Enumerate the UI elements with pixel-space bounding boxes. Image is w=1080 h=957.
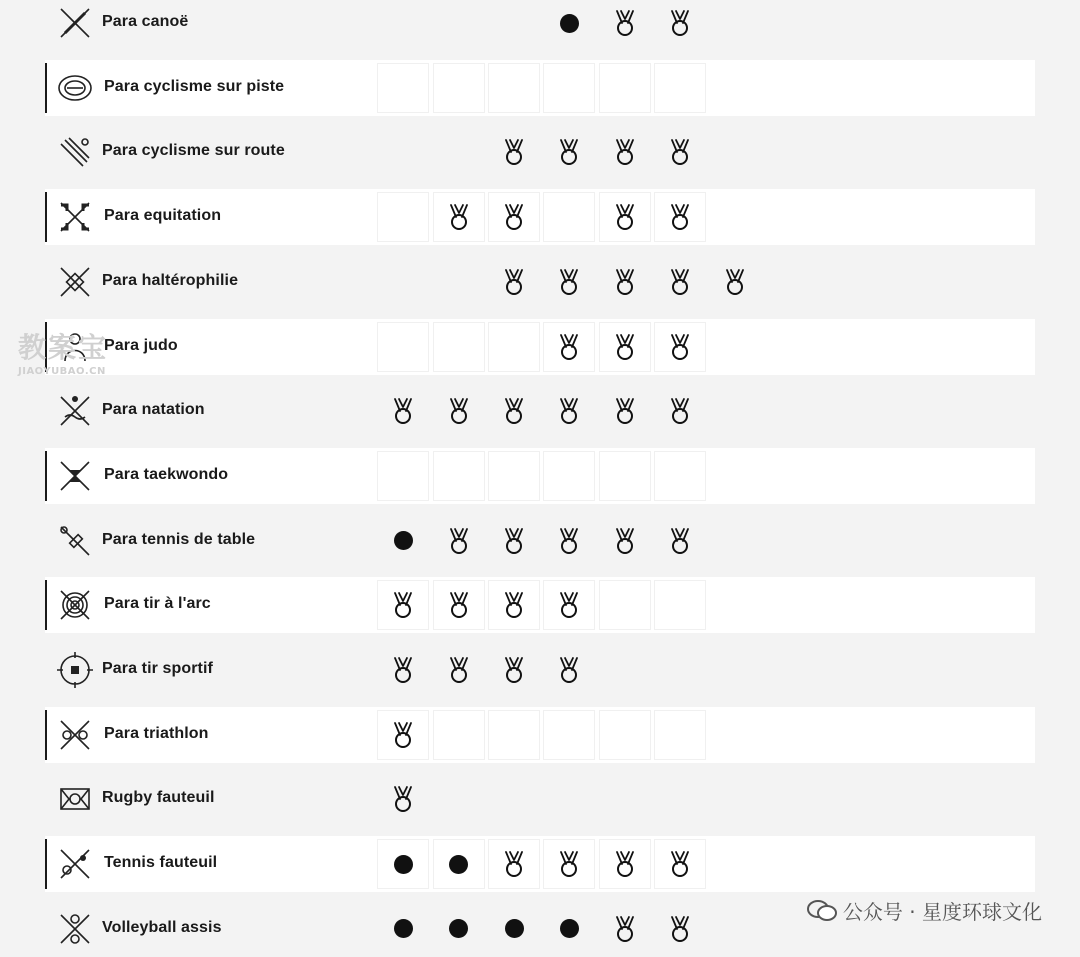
shooting-icon (55, 650, 95, 690)
canoe-icon (55, 3, 95, 43)
sport-name: Para natation (102, 401, 205, 419)
schedule-cell (433, 516, 485, 566)
schedule-cell (543, 322, 595, 372)
medal-event-icon (669, 9, 691, 37)
schedule-cell (433, 386, 485, 436)
schedule-cell (709, 257, 761, 307)
medal-event-icon (669, 268, 691, 296)
medal-event-icon (503, 268, 525, 296)
sport-name: Para haltérophilie (102, 271, 239, 289)
session-dot-icon (394, 531, 413, 550)
schedule-cell (543, 257, 595, 307)
medal-event-icon (669, 333, 691, 361)
medal-event-icon (558, 656, 580, 684)
medal-event-icon (503, 656, 525, 684)
watermark-footer-text: 公众号 · 星度环球文化 (842, 900, 1042, 924)
schedule-cell (543, 516, 595, 566)
medal-event-icon (558, 591, 580, 619)
schedule-cell (433, 63, 485, 113)
medal-event-icon (614, 138, 636, 166)
medal-event-icon (503, 397, 525, 425)
track-cycling-icon (55, 68, 95, 108)
schedule-row (45, 577, 1035, 633)
medal-event-icon (669, 527, 691, 555)
road-cycling-icon (55, 132, 95, 172)
session-dot-icon (560, 14, 579, 33)
schedule-cell (654, 516, 706, 566)
schedule-cell (543, 839, 595, 889)
schedule-cell (543, 904, 595, 954)
schedule-cell (488, 645, 540, 695)
schedule-cell (488, 322, 540, 372)
schedule-cell (488, 710, 540, 760)
medal-event-icon (614, 397, 636, 425)
sport-name: Rugby fauteuil (102, 789, 215, 807)
session-dot-icon (449, 919, 468, 938)
sport-name: Para equitation (104, 207, 222, 225)
medal-event-icon (558, 333, 580, 361)
row-marker (45, 710, 47, 760)
schedule-row (45, 771, 1035, 827)
schedule-cell (377, 839, 429, 889)
schedule-cell (599, 322, 651, 372)
row-marker (45, 580, 47, 630)
schedule-cell (377, 451, 429, 501)
row-marker (45, 451, 47, 501)
schedule-cell (654, 63, 706, 113)
schedule-cell (599, 192, 651, 242)
watermark-left (18, 326, 138, 377)
medal-event-icon (669, 850, 691, 878)
medal-event-icon (614, 915, 636, 943)
schedule-row (45, 642, 1035, 698)
schedule-cell (654, 127, 706, 177)
schedule-cell (543, 451, 595, 501)
schedule-cell (654, 904, 706, 954)
medal-event-icon (503, 138, 525, 166)
schedule-cell (433, 322, 485, 372)
schedule-cell (377, 904, 429, 954)
medal-event-icon (669, 915, 691, 943)
medal-event-icon (503, 203, 525, 231)
schedule-cell (599, 904, 651, 954)
medal-event-icon (392, 397, 414, 425)
schedule-row (45, 254, 1035, 310)
sport-name: Para judo (104, 336, 178, 354)
schedule-cell (599, 710, 651, 760)
equestrian-icon (55, 197, 95, 237)
schedule-cell (543, 192, 595, 242)
triathlon-icon (55, 715, 95, 755)
watermark-left-url: JIAOYUBAO.CN (18, 366, 106, 377)
schedule-cell (599, 580, 651, 630)
medal-event-icon (503, 527, 525, 555)
row-marker (45, 839, 47, 889)
sport-name: Para canoë (102, 13, 189, 30)
schedule-row (45, 513, 1035, 569)
schedule-cell (433, 904, 485, 954)
schedule-cell (654, 192, 706, 242)
schedule-cell (377, 580, 429, 630)
sport-name: Para cyclisme sur route (102, 142, 285, 160)
medal-event-icon (614, 527, 636, 555)
schedule-cell (377, 710, 429, 760)
medal-event-icon (614, 9, 636, 37)
taekwondo-icon (55, 456, 95, 496)
schedule-row (45, 60, 1035, 116)
schedule-cell (377, 774, 429, 824)
schedule-cell (599, 839, 651, 889)
archery-icon (55, 585, 95, 625)
schedule-row (45, 189, 1035, 245)
medal-event-icon (558, 268, 580, 296)
schedule-row (45, 319, 1035, 375)
schedule-cell (377, 516, 429, 566)
medal-event-icon (724, 268, 746, 296)
schedule-cell (543, 386, 595, 436)
schedule-cell (377, 192, 429, 242)
schedule-cell (654, 451, 706, 501)
schedule-cell (654, 580, 706, 630)
schedule-row (45, 383, 1035, 439)
schedule-cell (654, 710, 706, 760)
sport-name: Para tennis de table (102, 530, 256, 548)
schedule-cell (654, 257, 706, 307)
schedule-cell (654, 322, 706, 372)
medal-event-icon (392, 591, 414, 619)
medal-event-icon (448, 527, 470, 555)
schedule-cell (377, 322, 429, 372)
medal-event-icon (392, 785, 414, 813)
sport-name: Para taekwondo (104, 465, 229, 483)
medal-event-icon (392, 721, 414, 749)
schedule-row (45, 448, 1035, 504)
medal-event-icon (558, 527, 580, 555)
schedule-cell (488, 63, 540, 113)
schedule-cell (599, 63, 651, 113)
schedule-cell (377, 645, 429, 695)
schedule-cell (599, 386, 651, 436)
sport-name: Para tir sportif (102, 660, 213, 677)
swimming-icon (55, 391, 95, 431)
medal-event-icon (392, 656, 414, 684)
schedule-row (45, 707, 1035, 763)
schedule-cell (654, 839, 706, 889)
medal-event-icon (614, 268, 636, 296)
schedule-cell (488, 257, 540, 307)
medal-event-icon (448, 591, 470, 619)
wechat-icon (807, 900, 837, 922)
schedule-cell (543, 645, 595, 695)
schedule-cell (433, 839, 485, 889)
schedule-cell (488, 580, 540, 630)
schedule-cell (488, 839, 540, 889)
watermark-left-text: 教案宝 (18, 331, 109, 364)
session-dot-icon (505, 919, 524, 938)
medal-event-icon (558, 850, 580, 878)
schedule-cell (433, 192, 485, 242)
session-dot-icon (449, 855, 468, 874)
wheelchair-tennis-icon (55, 844, 95, 884)
schedule-cell (599, 0, 651, 48)
schedule-cell (599, 451, 651, 501)
medal-event-icon (448, 203, 470, 231)
medal-event-icon (614, 333, 636, 361)
schedule-row (45, 124, 1035, 180)
medal-event-icon (614, 203, 636, 231)
sport-name: Tennis fauteuil (104, 854, 218, 872)
wheelchair-rugby-icon (55, 779, 95, 819)
schedule-cell (543, 580, 595, 630)
watermark-footer (807, 896, 1042, 925)
schedule-cell (433, 451, 485, 501)
schedule-cell (543, 63, 595, 113)
powerlifting-icon (55, 262, 95, 302)
row-marker (45, 63, 47, 113)
schedule-cell (377, 386, 429, 436)
schedule-cell (599, 127, 651, 177)
session-dot-icon (394, 919, 413, 938)
medal-event-icon (614, 850, 636, 878)
schedule-cell (599, 516, 651, 566)
medal-event-icon (669, 203, 691, 231)
medal-event-icon (448, 397, 470, 425)
medal-event-icon (558, 397, 580, 425)
row-marker (45, 192, 47, 242)
schedule-cell (599, 257, 651, 307)
schedule-cell (543, 127, 595, 177)
session-dot-icon (394, 855, 413, 874)
schedule-row (45, 0, 1035, 51)
medal-event-icon (669, 397, 691, 425)
session-dot-icon (560, 919, 579, 938)
schedule-cell (654, 0, 706, 48)
schedule-cell (377, 63, 429, 113)
sitting-volleyball-icon (55, 909, 95, 949)
sport-name: Volleyball assis (102, 918, 222, 936)
medal-event-icon (448, 656, 470, 684)
schedule-cell (433, 645, 485, 695)
schedule-cell (433, 580, 485, 630)
schedule-cell (488, 127, 540, 177)
schedule-cell (488, 386, 540, 436)
schedule-cell (543, 0, 595, 48)
medal-event-icon (558, 138, 580, 166)
schedule-cell (488, 516, 540, 566)
schedule-cell (488, 904, 540, 954)
sport-name: Para cyclisme sur piste (104, 77, 285, 95)
table-tennis-icon (55, 521, 95, 561)
schedule-row (45, 836, 1035, 892)
schedule-cell (488, 451, 540, 501)
schedule-cell (543, 710, 595, 760)
schedule-cell (654, 386, 706, 436)
sport-name: Para triathlon (104, 724, 209, 742)
schedule-cell (433, 710, 485, 760)
medal-event-icon (503, 850, 525, 878)
schedule-cell (488, 192, 540, 242)
medal-event-icon (503, 591, 525, 619)
medal-event-icon (669, 138, 691, 166)
sport-name: Para tir à l'arc (104, 595, 211, 613)
